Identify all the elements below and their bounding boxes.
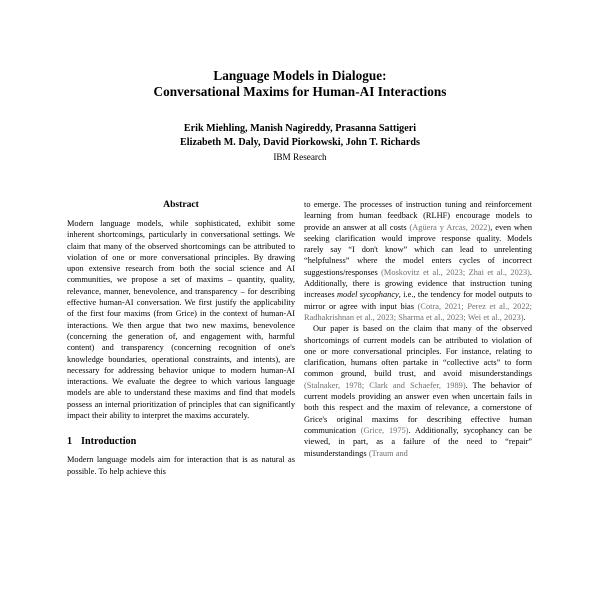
body-columns xyxy=(0,199,600,600)
abstract-heading: Abstract xyxy=(163,199,199,210)
section-title: Introduction xyxy=(81,436,137,448)
title-line-1: Language Models in Dialogue: xyxy=(213,68,387,83)
citation-grice: (Grice, 1975) xyxy=(360,425,409,435)
abstract-body: Modern language models, while sophisticated, exhibit some inherent shortcomings, particularly in conversational settings. We claim that many of the observed shortcomings can be attributed to violation of one or more conversational principles. By drawing upon extensive research from both the social science and AI communities, we propose a set of maxims – quantity, quality, relevance, manner, benevolence, and transparency – for describing effective human-AI conversation. We first justify the applicability of the first four maxims (from Grice) in the context of human-AI interactions. We then argue that two new maxims, benevolence (concerning the generation of, and engagement with, harmful content) and transparency (concerning recognition of one's knowledge boundaries, operational constraints, and intents), are necessary for addressing behavior unique to modern human-AI interactions. We evaluate the degree to which various language models are able to understand these maxims and find that models possess an internal prioritization of principles that can significantly impact their ability to interpret the maxims accurately. xyxy=(67,219,295,421)
right-paragraph-1 xyxy=(304,199,532,323)
rp1-seg-b: , even when seeking clarification would improve response quality. Models rarely say “I don't know” which can lead to unrelenting “helpfulness” where the model enters cycles of incorrect suggestions/responses xyxy=(304,222,532,277)
author-block xyxy=(62,122,538,163)
title-block xyxy=(0,0,600,163)
section-heading-introduction xyxy=(67,435,295,448)
rp1-seg-c: . Additionally, there is growing evidence that instruction tuning increases xyxy=(304,267,532,300)
right-column xyxy=(304,199,532,600)
citation-moskovitz-zhai: (Moskovitz et al., 2023; Zhai et al., 2023) xyxy=(381,267,530,277)
author-line-2: Elizabeth M. Daly, David Piorkowski, John T. Richards xyxy=(180,137,420,148)
rp2-seg-a: Our paper is based on the claim that many of the observed shortcomings of current models can be attributed to violation of one or more conversational principles. For instance, relating to clarification, humans often partake in “collective acts” to form common ground, build trust, and avoid misunderstandings xyxy=(304,324,532,379)
right-paragraph-2 xyxy=(304,323,532,459)
citation-stalnaker-clark-schaefer: (Stalnaker, 1978; Clark and Schaefer, 1989) xyxy=(304,380,466,390)
rp2-seg-c: . Additionally, sycophancy can be viewed, in part, as a failure of the need to “repair” misunderstandings xyxy=(304,425,532,458)
author-line-1: Erik Miehling, Manish Nagireddy, Prasanna Sattigeri xyxy=(183,123,417,135)
rp2-seg-b: . The behavior of current models providing an answer even when uncertain fails in both this respect and the maxim of relevance, a cornerstone of Grice's original maxims for describing effective human communication xyxy=(304,380,532,435)
citation-aguera-y-arcas: (Agüera y Arcas, 2022) xyxy=(409,222,491,232)
affiliation: IBM Research xyxy=(273,151,327,162)
emphasis-model-sycophancy: model sycophancy xyxy=(337,290,399,300)
title-line-2: Conversational Maxims for Human-AI Interactions xyxy=(153,84,447,100)
section-number: 1 xyxy=(67,436,73,448)
introduction-paragraph: Modern language models aim for interaction that is as natural as possible. To help achieve this xyxy=(67,455,295,476)
rp1-seg-e: . xyxy=(523,312,526,322)
rp1-seg-d: , i.e., the tendency for model outputs to mirror or agree with input bias xyxy=(304,290,532,311)
page-title xyxy=(62,68,538,100)
rp1-seg-a: to emerge. The processes of instruction tuning and reinforcement learning from human feedback (RLHF) encourage models to provide an answer at all costs xyxy=(304,200,532,232)
left-column xyxy=(67,199,295,600)
citation-cotra-perez-radhakrishnan-sharma-wei: (Cotra, 2021; Perez et al., 2022; Radhakrishnan et al., 2023; Sharma et al., 2023; Wei et al., 2023) xyxy=(304,301,532,322)
page-bottom-crop xyxy=(0,595,600,600)
citation-traum: (Traum and xyxy=(368,448,408,458)
